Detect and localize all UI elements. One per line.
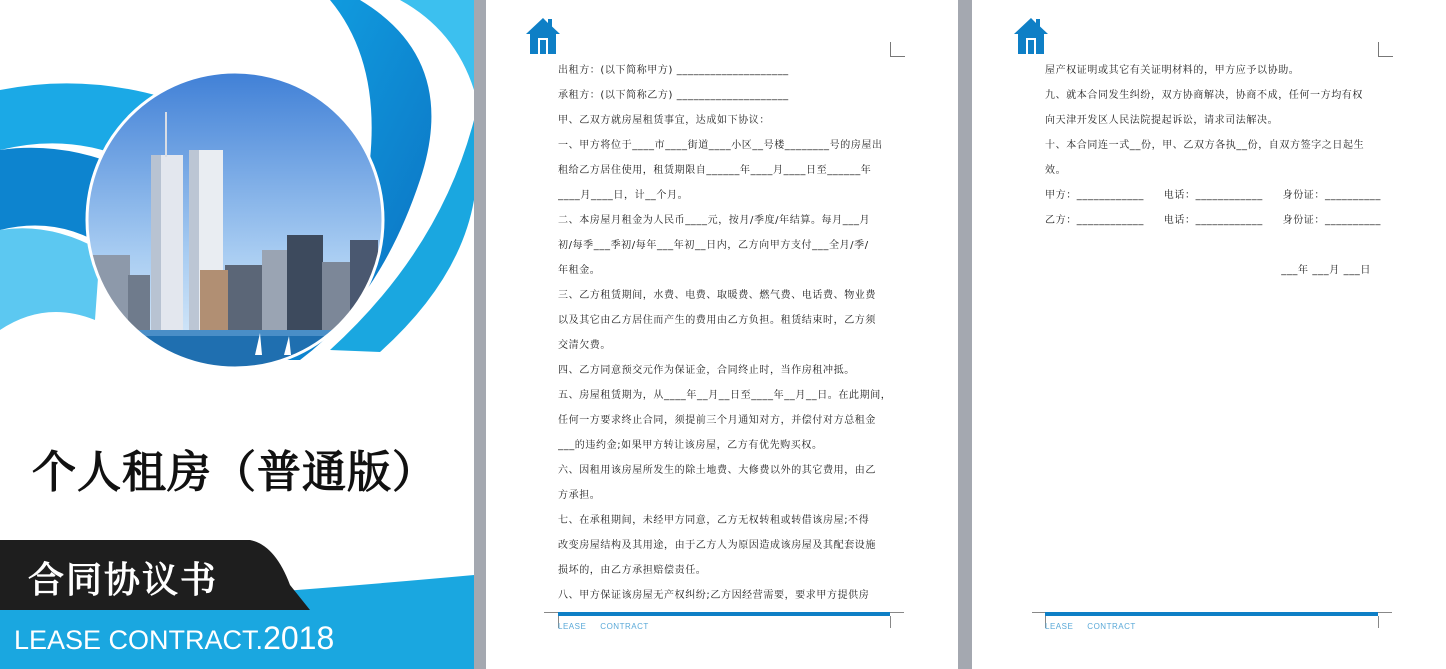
body-line: 八、甲方保证该房屋无产权纠纷;乙方因经营需要，要求甲方提供房 xyxy=(558,590,870,601)
body-line: 出租方：(以下简称甲方) ____________________ xyxy=(558,65,789,76)
footer-bar xyxy=(1045,612,1378,616)
cover-english-title xyxy=(14,620,334,657)
body-line: 交清欠费。 xyxy=(558,340,611,351)
body-line: 三、乙方租赁期间，水费、电费、取暖费、燃气费、电话费、物业费 xyxy=(558,290,876,301)
crop-mark xyxy=(890,42,905,57)
body-line: 承租方：(以下简称乙方) ____________________ xyxy=(558,90,789,101)
cover-page xyxy=(0,0,474,669)
contract-page-1 xyxy=(486,0,958,669)
sign-field-name: 甲方：____________ xyxy=(1045,190,1144,201)
contract-body-text xyxy=(1045,58,1381,283)
body-line: 租给乙方居住使用，租赁期限自______年____月____日至______年 xyxy=(558,165,872,176)
footer-label-contract: CONTRACT xyxy=(600,622,649,631)
sign-row-party-b xyxy=(1045,208,1381,233)
body-line: ___的违约金;如果甲方转让该房屋，乙方有优先购买权。 xyxy=(558,440,823,451)
body-line: 损坏的，由乙方承担赔偿责任。 xyxy=(558,565,707,576)
body-line: 向天津开发区人民法院提起诉讼，请求司法解决。 xyxy=(1045,115,1279,126)
body-line: 五、房屋租赁期为，从____年__月__日至____年__月__日。在此期间， xyxy=(558,390,892,401)
footer-mark xyxy=(1378,616,1379,628)
body-line: 一、甲方将位于____市____街道____小区__号楼________号的房屋出 xyxy=(558,140,883,151)
sign-field-phone: 电话：____________ xyxy=(1163,215,1263,226)
body-line: 四、乙方同意预交元作为保证金，合同终止时，当作房租冲抵。 xyxy=(558,365,855,376)
body-line: ____月____日，计__个月。 xyxy=(558,190,689,201)
footer-mark xyxy=(890,616,891,628)
footer-label-lease: LEASE xyxy=(1045,622,1074,631)
body-line: 二、本房屋月租金为人民币____元，按月/季度/年结算。每月___月 xyxy=(558,215,871,226)
cover-subtitle: 合同协议书 xyxy=(28,560,219,601)
body-line: 六、因租用该房屋所发生的除土地费、大修费以外的其它费用，由乙 xyxy=(558,465,876,476)
body-line: 十、本合同连一式__份，甲、乙双方各执__份，自双方签字之日起生 xyxy=(1045,140,1365,151)
sign-row-party-a xyxy=(1045,183,1381,208)
footer-label-contract: CONTRACT xyxy=(1087,622,1136,631)
sign-field-phone: 电话：____________ xyxy=(1163,190,1263,201)
body-line: 年租金。 xyxy=(558,265,601,276)
body-line: 任何一方要求终止合同，须提前三个月通知对方，并偿付对方总租金 xyxy=(558,415,876,426)
contract-page-2 xyxy=(972,0,1446,669)
body-line: 甲、乙双方就房屋租赁事宜，达成如下协议： xyxy=(558,115,770,126)
sign-field-id: 身份证：__________ xyxy=(1282,190,1381,201)
sign-field-id: 身份证：__________ xyxy=(1282,215,1381,226)
body-line: 方承担。 xyxy=(558,490,601,501)
house-icon xyxy=(524,16,562,56)
body-line: 九、就本合同发生纠纷，双方协商解决，协商不成，任何一方均有权 xyxy=(1045,90,1363,101)
footer-label-lease: LEASE xyxy=(558,622,587,631)
year-label: 2018 xyxy=(263,620,335,656)
house-icon xyxy=(1012,16,1050,56)
body-line: 改变房屋结构及其用途，由于乙方人为原因造成该房屋及其配套设施 xyxy=(558,540,876,551)
body-line: 效。 xyxy=(1045,165,1067,176)
footer-label xyxy=(558,622,649,631)
contract-body-text xyxy=(558,58,894,608)
footer-bar xyxy=(558,612,890,616)
body-line: 屋产权证明或其它有关证明材料的，甲方应予以协助。 xyxy=(1045,65,1300,76)
english-label: LEASE CONTRACT. xyxy=(14,625,264,655)
cover-title: 个人租房（普通版） xyxy=(32,447,437,498)
date-line: ___年 ___月 ___日 xyxy=(1281,265,1371,276)
footer-label xyxy=(1045,622,1136,631)
sign-field-name: 乙方：____________ xyxy=(1045,215,1144,226)
body-line: 以及其它由乙方居住而产生的费用由乙方负担。租赁结束时，乙方须 xyxy=(558,315,876,326)
body-line: 初/每季___季初/每年___年初__日内，乙方向甲方支付___全月/季/ xyxy=(558,240,869,251)
body-line: 七、在承租期间，未经甲方同意，乙方无权转租或转借该房屋;不得 xyxy=(558,515,870,526)
crop-mark xyxy=(1378,42,1393,57)
blank-line xyxy=(1045,233,1381,258)
